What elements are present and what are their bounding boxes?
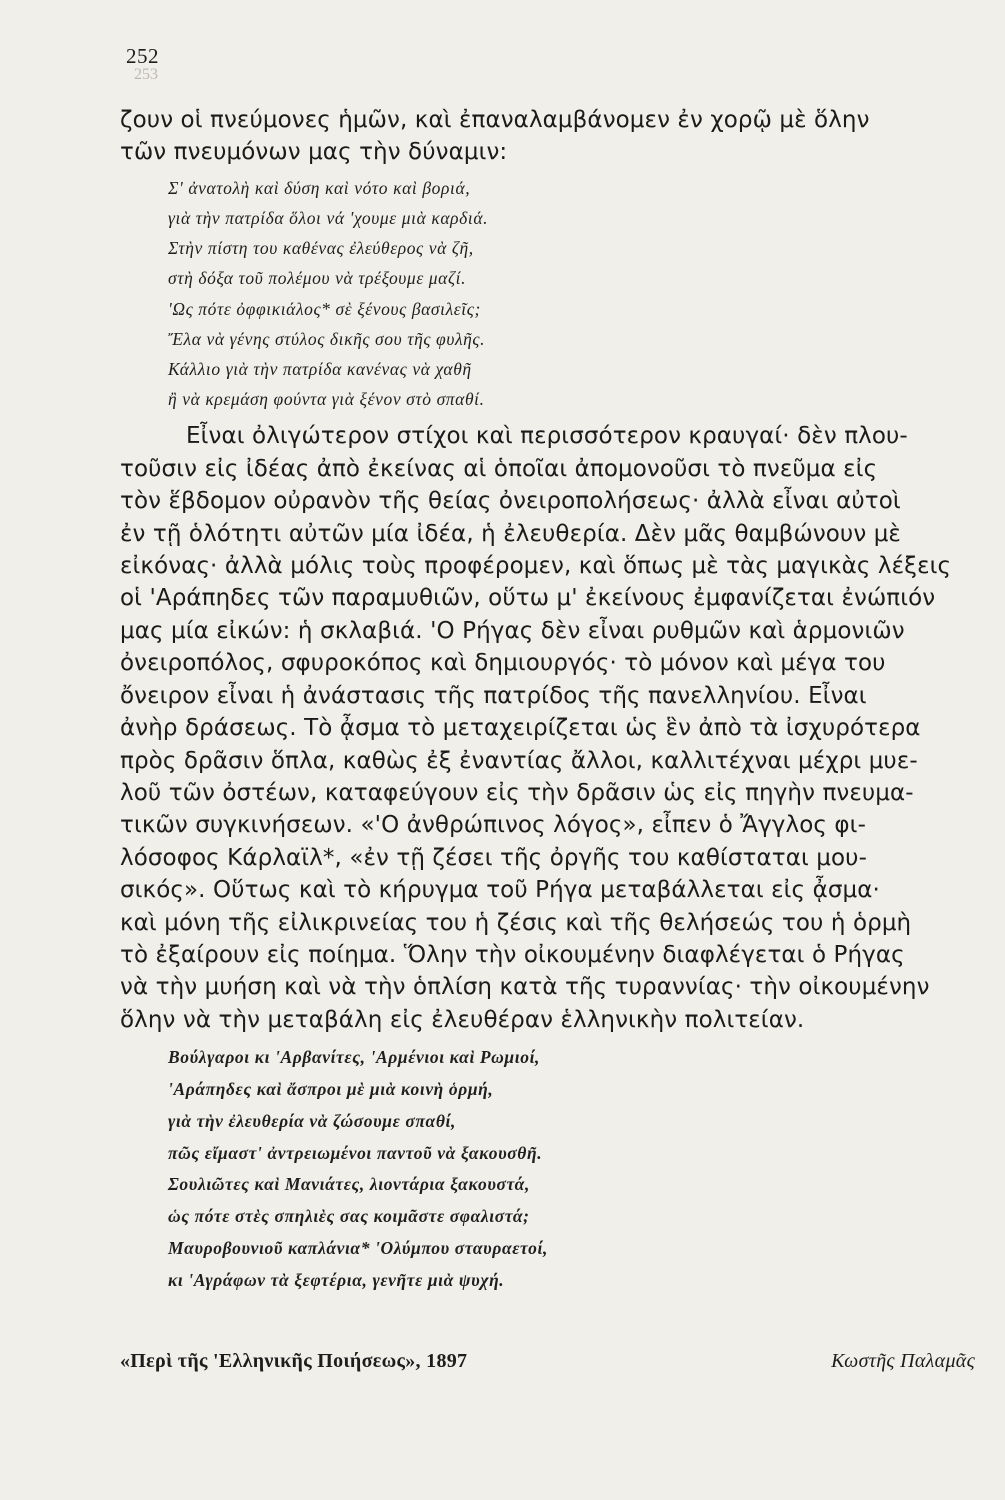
text-line: ὄνειρον εἶναι ἡ ἀνάστασις τῆς πατρίδος τῆς πανελληνίου. Εἶναι — [120, 682, 867, 709]
text-line: τῶν πνευμόνων μας τὴν δύναμιν: — [120, 139, 508, 166]
verse-line: 'Αράπηδες καὶ ἄσπροι μὲ μιὰ κοινὴ ὁρμή, — [168, 1078, 494, 1099]
text-line: τὸ ἐξαίρουν εἰς ποίημα. Ὅλην τὴν οἰκουμένην διαφλέγεται ὁ Ρήγας — [120, 941, 905, 968]
text-line: ζουν οἱ πνεύμονες ἡμῶν, καὶ ἐπαναλαμβάνομεν ἐν χορῷ μὲ ὅλην — [120, 107, 870, 133]
verse-line: ἢ νὰ κρεμάση φούντα γιὰ ξένον στὸ σπαθί. — [168, 389, 485, 410]
text-line: ἀνὴρ δράσεως. Τὸ ᾆσμα τὸ μεταχειρίζεται ὡς ἓν ἀπὸ τὰ ἰσχυρότερα — [120, 715, 921, 742]
verse-line: γιὰ τὴν πατρίδα ὅλοι νά 'χουμε μιὰ καρδιά. — [168, 208, 489, 229]
verse-line: Ἔλα νὰ γένης στύλος δικῆς σου τῆς φυλῆς. — [168, 328, 486, 349]
text-line: τὸν ἕβδομον οὐρανὸν τῆς θείας ὀνειροπολήσεως· ἀλλὰ εἶναι αὐτοὶ — [120, 488, 901, 515]
bleed-through-page-number: 253 — [134, 66, 158, 83]
verse-line: ὡς πότε στὲς σπηλιὲς σας κοιμᾶστε σφαλιστά; — [168, 1206, 530, 1227]
verse-line: Στὴν πίστη του καθένας ἐλεύθερος νὰ ζῆ, — [168, 238, 474, 259]
verse-line: Βούλγαροι κι 'Αρβανίτες, 'Αρμένιοι καὶ Ρωμιοί, — [168, 1047, 541, 1068]
verse-line: κι 'Αγράφων τὰ ξεφτέρια, γενῆτε μιὰ ψυχή. — [168, 1269, 505, 1290]
text-line: εἰκόνας· ἀλλὰ μόλις τοὺς προφέρομεν, καὶ ὅπως μὲ τὰς μαγικὰς λέξεις — [120, 553, 952, 580]
verse-line: Μαυροβουνιοῦ καπλάνια* 'Ολύμπου σταυραετοί, — [168, 1237, 548, 1258]
text-line: οἱ 'Αράπηδες τῶν παραμυθιῶν, οὕτω μ' ἐκείνους ἐμφανίζεται ἐνώπιόν — [120, 585, 936, 612]
text-line: καὶ μόνη τῆς εἰλικρινείας του ἡ ζέσις καὶ τῆς θελήσεώς του ἡ ὁρμὴ — [120, 909, 912, 936]
text-line: μας μία εἰκών: ἡ σκλαβιά. 'Ο Ρήγας δὲν εἶναι ρυθμῶν καὶ ἁρμονιῶν — [120, 617, 905, 644]
text-line: ἐν τῇ ὁλότητι αὐτῶν μία ἰδέα, ἡ ἐλευθερία. Δὲν μᾶς θαμβώνουν μὲ — [120, 520, 901, 547]
text-line: λόσοφος Κάρλαϊλ*, «ἐν τῇ ζέσει τῆς ὀργῆς του καθίσταται μου- — [120, 844, 867, 871]
verse-line: γιὰ τὴν ἐλευθερία νὰ ζώσουμε σπαθί, — [168, 1110, 456, 1131]
text-line: πρὸς δρᾶσιν ὅπλα, καθὼς ἐξ ἐναντίας ἄλλοι, καλλιτέχναι μέχρι μυε- — [120, 747, 918, 774]
poem-excerpt-2 — [168, 1042, 980, 1296]
verse-line: Σουλιῶτες καὶ Μανιάτες, λιοντάρια ξακουστά, — [168, 1174, 530, 1195]
text-line: Εἶναι ὀλιγώτερον στίχοι καὶ περισσότερον κραυγαί· δὲν πλου- — [186, 423, 908, 450]
verse-line: στὴ δόξα τοῦ πολέμου νὰ τρέξουμε μαζί. — [168, 268, 467, 289]
verse-line: 'Ως πότε ὀφφικιάλος* σὲ ξένους βασιλεῖς; — [168, 298, 481, 319]
main-paragraph — [120, 420, 980, 1036]
page-body — [120, 104, 980, 1297]
text-line: λοῦ τῶν ὀστέων, καταφεύγουν εἰς τὴν δρᾶσιν ὡς εἰς πηγὴν πνευμα- — [120, 779, 914, 806]
text-line: τικῶν συγκινήσεων. «'Ο ἀνθρώπινος λόγος», εἶπεν ὁ Ἄγγλος φι- — [120, 812, 866, 839]
citation-row — [120, 1350, 975, 1373]
text-line: ὀνειροπόλος, σφυροκόπος καὶ δημιουργός· τὸ μόνον καὶ μέγα του — [120, 650, 886, 677]
intro-paragraph — [120, 104, 980, 169]
author-name: Κωστῆς Παλαμᾶς — [831, 1350, 975, 1372]
text-line: ὅλην νὰ τὴν μεταβάλη εἰς ἐλευθέραν ἑλληνικὴν πολιτείαν. — [120, 1006, 805, 1033]
source-citation: «Περὶ τῆς 'Ελληνικῆς Ποιήσεως», 1897 — [120, 1350, 468, 1372]
verse-line: πῶς εἴμαστ' ἀντρειωμένοι παντοῦ νὰ ξακουσθῆ. — [168, 1142, 543, 1163]
text-line: τοῦσιν εἰς ἰδέας ἀπὸ ἐκείνας αἱ ὁποῖαι ἀπομονοῦσι τὸ πνεῦμα εἰς — [120, 455, 878, 482]
verse-line: Σ' ἀνατολὴ καὶ δύση καὶ νότο καὶ βοριά, — [168, 177, 471, 198]
page-number: 252 — [126, 44, 159, 68]
poem-excerpt-1 — [168, 173, 980, 415]
text-line: νὰ τὴν μυήση καὶ νὰ τὴν ὁπλίση κατὰ τῆς τυραννίας· τὴν οἰκουμένην — [120, 974, 930, 1001]
verse-line: Κάλλιο γιὰ τὴν πατρίδα κανένας νὰ χαθῆ — [168, 359, 472, 380]
text-line: σικός». Οὕτως καὶ τὸ κήρυγμα τοῦ Ρήγα μεταβάλλεται εἰς ᾆσμα· — [120, 877, 880, 904]
